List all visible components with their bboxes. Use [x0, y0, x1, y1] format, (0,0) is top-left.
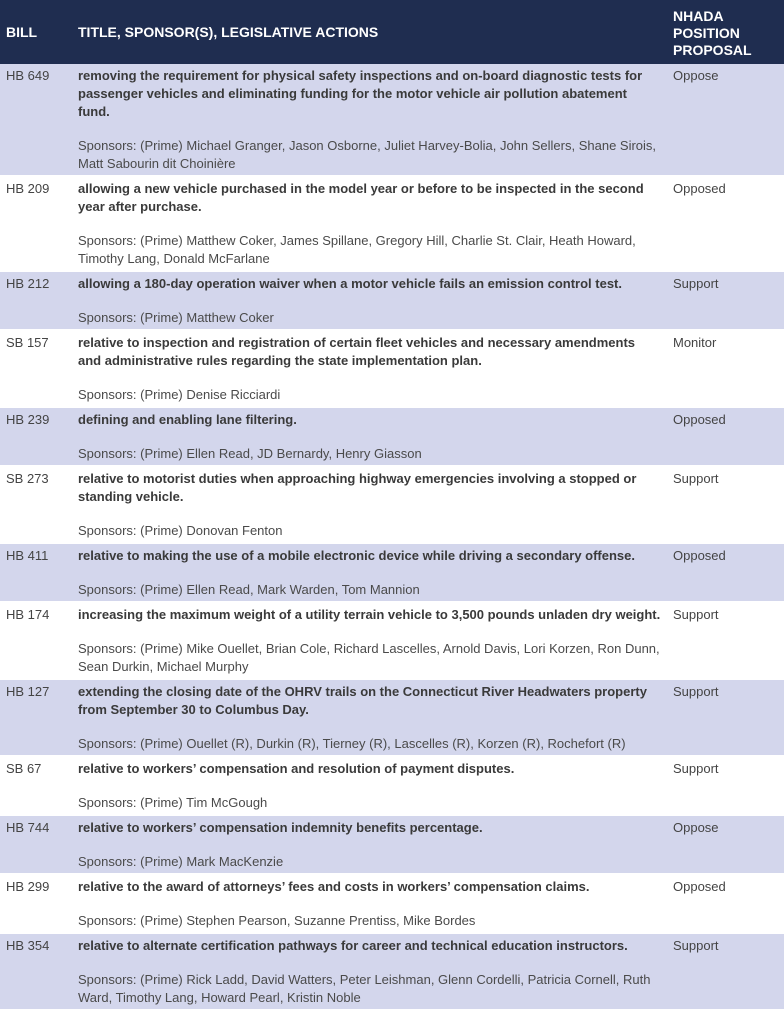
bill-sponsors: Sponsors: (Prime) Rick Ladd, David Watters, Peter Leishman, Glenn Cordelli, Patricia Cornell, Ruth Ward, Timothy Lang, Howard Pearl, Kristin Noble: [78, 972, 651, 1005]
bill-number: HB 127: [0, 679, 72, 756]
position: Oppose: [667, 64, 784, 176]
bill-number: SB 67: [0, 756, 72, 815]
bill-number: HB 299: [0, 874, 72, 933]
bill-details: [72, 466, 667, 543]
position: Opposed: [667, 176, 784, 271]
position: Support: [667, 756, 784, 815]
bill-sponsors: Sponsors: (Prime) Tim McGough: [78, 795, 268, 810]
bill-sponsors: Sponsors: (Prime) Donovan Fenton: [78, 523, 283, 538]
bill-sponsors: Sponsors: (Prime) Matthew Coker, James Spillane, Gregory Hill, Charlie St. Clair, Heath Howard, Timothy Lang, Donald McFarlane: [78, 233, 636, 266]
position: Support: [667, 933, 784, 1010]
table-row: [0, 679, 784, 756]
table-row: [0, 407, 784, 466]
bill-details: [72, 407, 667, 466]
position: Support: [667, 271, 784, 330]
table-row: [0, 815, 784, 874]
bill-sponsors: Sponsors: (Prime) Ellen Read, JD Bernardy, Henry Giasson: [78, 446, 422, 461]
bill-title: relative to the award of attorneys’ fees and costs in workers’ compensation claims.: [78, 879, 590, 894]
bill-details: [72, 815, 667, 874]
table-row: [0, 271, 784, 330]
bill-sponsors: Sponsors: (Prime) Mark MacKenzie: [78, 854, 284, 869]
bill-number: HB 411: [0, 543, 72, 602]
bill-number: SB 273: [0, 466, 72, 543]
bill-title: removing the requirement for physical safety inspections and on-board diagnostic tests for passenger vehicles and eliminating funding for the motor vehicle air pollution abatement fund.: [78, 68, 643, 119]
position: Monitor: [667, 330, 784, 407]
bill-title: relative to making the use of a mobile electronic device while driving a secondary offense.: [78, 548, 636, 563]
bill-title: relative to inspection and registration of certain fleet vehicles and necessary amendments and administrative rules regarding the state implementation plan.: [78, 335, 636, 368]
bill-details: [72, 271, 667, 330]
table-row: [0, 543, 784, 602]
position: Support: [667, 679, 784, 756]
bill-title: relative to workers’ compensation indemnity benefits percentage.: [78, 820, 483, 835]
bill-number: HB 354: [0, 933, 72, 1010]
bill-title: allowing a 180-day operation waiver when a motor vehicle fails an emission control test.: [78, 276, 622, 291]
bill-title: allowing a new vehicle purchased in the model year or before to be inspected in the second year after purchase.: [78, 181, 644, 214]
bill-details: [72, 756, 667, 815]
table-row: [0, 176, 784, 271]
table-row: [0, 756, 784, 815]
bill-details: [72, 330, 667, 407]
position: Opposed: [667, 874, 784, 933]
bill-sponsors: Sponsors: (Prime) Ouellet (R), Durkin (R), Tierney (R), Lascelles (R), Korzen (R), Rochefort (R): [78, 736, 626, 751]
bill-sponsors: Sponsors: (Prime) Mike Ouellet, Brian Cole, Richard Lascelles, Arnold Davis, Lori Korzen, Ron Dunn, Sean Durkin, Michael Murphy: [78, 641, 660, 674]
position: Support: [667, 466, 784, 543]
bill-sponsors: Sponsors: (Prime) Matthew Coker: [78, 310, 274, 325]
bill-number: HB 174: [0, 602, 72, 679]
table-row: [0, 64, 784, 176]
bill-number: HB 209: [0, 176, 72, 271]
position-column-header: NHADA POSITION PROPOSAL: [667, 0, 784, 64]
bill-title: relative to motorist duties when approaching highway emergencies involving a stopped or standing vehicle.: [78, 471, 637, 504]
position: Oppose: [667, 815, 784, 874]
bill-sponsors: Sponsors: (Prime) Denise Ricciardi: [78, 387, 281, 402]
bill-sponsors: Sponsors: (Prime) Stephen Pearson, Suzanne Prentiss, Mike Bordes: [78, 913, 476, 928]
position: Support: [667, 602, 784, 679]
table-row: [0, 466, 784, 543]
bill-number: SB 157: [0, 330, 72, 407]
bill-number: HB 744: [0, 815, 72, 874]
position: Opposed: [667, 407, 784, 466]
bill-title: increasing the maximum weight of a utility terrain vehicle to 3,500 pounds unladen dry weight.: [78, 607, 661, 622]
bill-details: [72, 679, 667, 756]
table-row: [0, 874, 784, 933]
bill-title: relative to alternate certification pathways for career and technical education instructors.: [78, 938, 628, 953]
title-column-header: TITLE, SPONSOR(S), LEGISLATIVE ACTIONS: [72, 0, 667, 64]
table-row: [0, 602, 784, 679]
bill-details: [72, 874, 667, 933]
bill-details: [72, 602, 667, 679]
bill-title: relative to workers’ compensation and resolution of payment disputes.: [78, 761, 515, 776]
bill-number: HB 212: [0, 271, 72, 330]
bill-number: HB 239: [0, 407, 72, 466]
bill-title: defining and enabling lane filtering.: [78, 412, 297, 427]
bill-sponsors: Sponsors: (Prime) Michael Granger, Jason Osborne, Juliet Harvey-Bolia, John Sellers, Shane Sirois, Matt Sabourin dit Choinière: [78, 138, 657, 171]
bill-details: [72, 543, 667, 602]
bill-details: [72, 176, 667, 271]
bill-title: extending the closing date of the OHRV trails on the Connecticut River Headwaters property from September 30 to Columbus Day.: [78, 684, 647, 717]
bill-column-header: BILL: [0, 0, 72, 64]
bill-number: HB 649: [0, 64, 72, 176]
bill-details: [72, 64, 667, 176]
table-row: [0, 330, 784, 407]
position: Opposed: [667, 543, 784, 602]
bill-sponsors: Sponsors: (Prime) Ellen Read, Mark Warden, Tom Mannion: [78, 582, 420, 597]
table-row: [0, 933, 784, 1010]
table-header: [0, 0, 784, 64]
bill-details: [72, 933, 667, 1010]
